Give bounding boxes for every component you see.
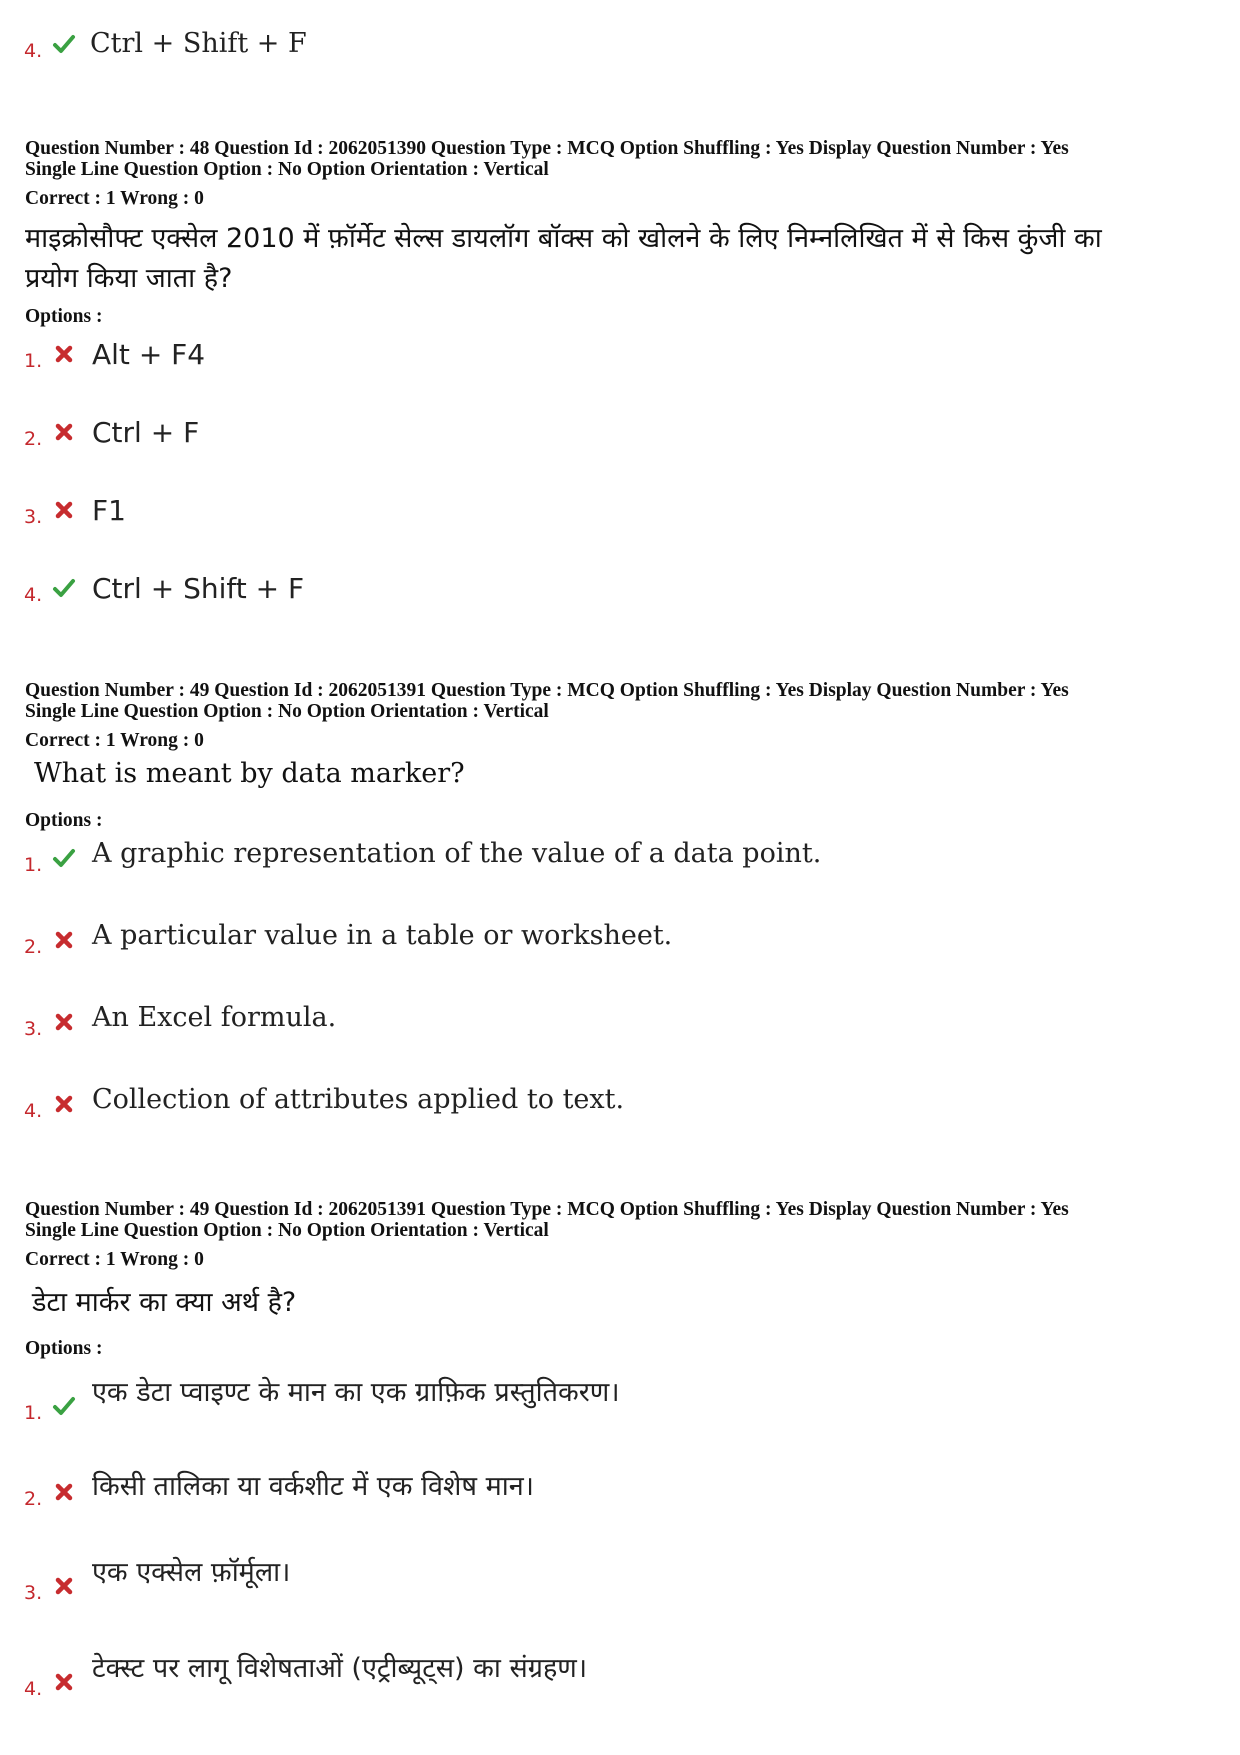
- option-number: 1.: [24, 350, 43, 372]
- cross-icon: [52, 1092, 76, 1116]
- option-number: 1.: [24, 1402, 43, 1424]
- cross-icon: [52, 420, 76, 444]
- question-text: What is meant by data marker?: [34, 758, 465, 789]
- option-text: Collection of attributes applied to text.: [92, 1084, 625, 1115]
- cross-icon: [52, 1480, 76, 1504]
- option-text: Ctrl + F: [92, 416, 200, 449]
- options-label: Options :: [25, 1338, 103, 1359]
- option-number: 4.: [24, 1100, 43, 1122]
- option-number: 3.: [24, 506, 43, 528]
- question-text: डेटा मार्कर का क्या अर्थ है?: [32, 1287, 297, 1318]
- cross-icon: [52, 1010, 76, 1034]
- option-number: 2.: [24, 936, 43, 958]
- option-number: 3.: [24, 1018, 43, 1040]
- option-text: टेक्स्ट पर लागू विशेषताओं (एट्रीब्यूट्स) का संग्रहण।: [92, 1653, 588, 1684]
- question-meta-line: Single Line Question Option : No Option Orientation : Vertical: [25, 701, 549, 722]
- option-text: एक एक्सेल फ़ॉर्मूला।: [92, 1557, 291, 1588]
- question-meta-line: Single Line Question Option : No Option Orientation : Vertical: [25, 159, 549, 180]
- option-text: A graphic representation of the value of a data point.: [92, 838, 822, 869]
- option-number: 2.: [24, 1488, 43, 1510]
- question-meta-line: Question Number : 48 Question Id : 2062051390 Question Type : MCQ Option Shuffling : Yes Display Question Number : Yes: [25, 138, 1069, 159]
- check-icon: [52, 846, 76, 870]
- option-number: 3.: [24, 1582, 43, 1604]
- option-text: किसी तालिका या वर्कशीट में एक विशेष मान।: [92, 1471, 534, 1502]
- cross-icon: [52, 498, 76, 522]
- check-icon: [52, 576, 76, 600]
- options-label: Options :: [25, 810, 103, 831]
- options-label: Options :: [25, 306, 103, 327]
- option-text: Ctrl + Shift + F: [92, 572, 305, 605]
- question-text: प्रयोग किया जाता है?: [25, 263, 233, 294]
- question-meta-line: Question Number : 49 Question Id : 2062051391 Question Type : MCQ Option Shuffling : Yes Display Question Number : Yes: [25, 1199, 1069, 1220]
- question-text: माइक्रोसौफ्ट एक्सेल 2010 में फ़ॉर्मेट सेल्स डायलॉग बॉक्स को खोलने के लिए निम्नलिखित में से किस कुंजी का: [25, 223, 1102, 254]
- option-number: 4.: [24, 584, 43, 606]
- option-text: F1: [92, 494, 126, 527]
- option-number: 1.: [24, 854, 43, 876]
- cross-icon: [52, 342, 76, 366]
- cross-icon: [52, 1670, 76, 1694]
- option-text: A particular value in a table or worksheet.: [92, 920, 673, 951]
- check-icon: [52, 32, 76, 56]
- option-text: एक डेटा प्वाइण्ट के मान का एक ग्राफ़िक प्रस्तुतिकरण।: [92, 1377, 620, 1408]
- option-number: 4.: [24, 1678, 43, 1700]
- option-number: 4.: [24, 40, 43, 62]
- cross-icon: [52, 928, 76, 952]
- question-marks: Correct : 1 Wrong : 0: [25, 1249, 204, 1270]
- option-text: Ctrl + Shift + F: [90, 28, 307, 59]
- option-text: An Excel formula.: [92, 1002, 337, 1033]
- question-meta-line: Single Line Question Option : No Option Orientation : Vertical: [25, 1220, 549, 1241]
- option-number: 2.: [24, 428, 43, 450]
- option-text: Alt + F4: [92, 338, 206, 371]
- question-meta-line: Question Number : 49 Question Id : 2062051391 Question Type : MCQ Option Shuffling : Yes Display Question Number : Yes: [25, 680, 1069, 701]
- check-icon: [52, 1394, 76, 1418]
- question-marks: Correct : 1 Wrong : 0: [25, 730, 204, 751]
- cross-icon: [52, 1574, 76, 1598]
- question-marks: Correct : 1 Wrong : 0: [25, 188, 204, 209]
